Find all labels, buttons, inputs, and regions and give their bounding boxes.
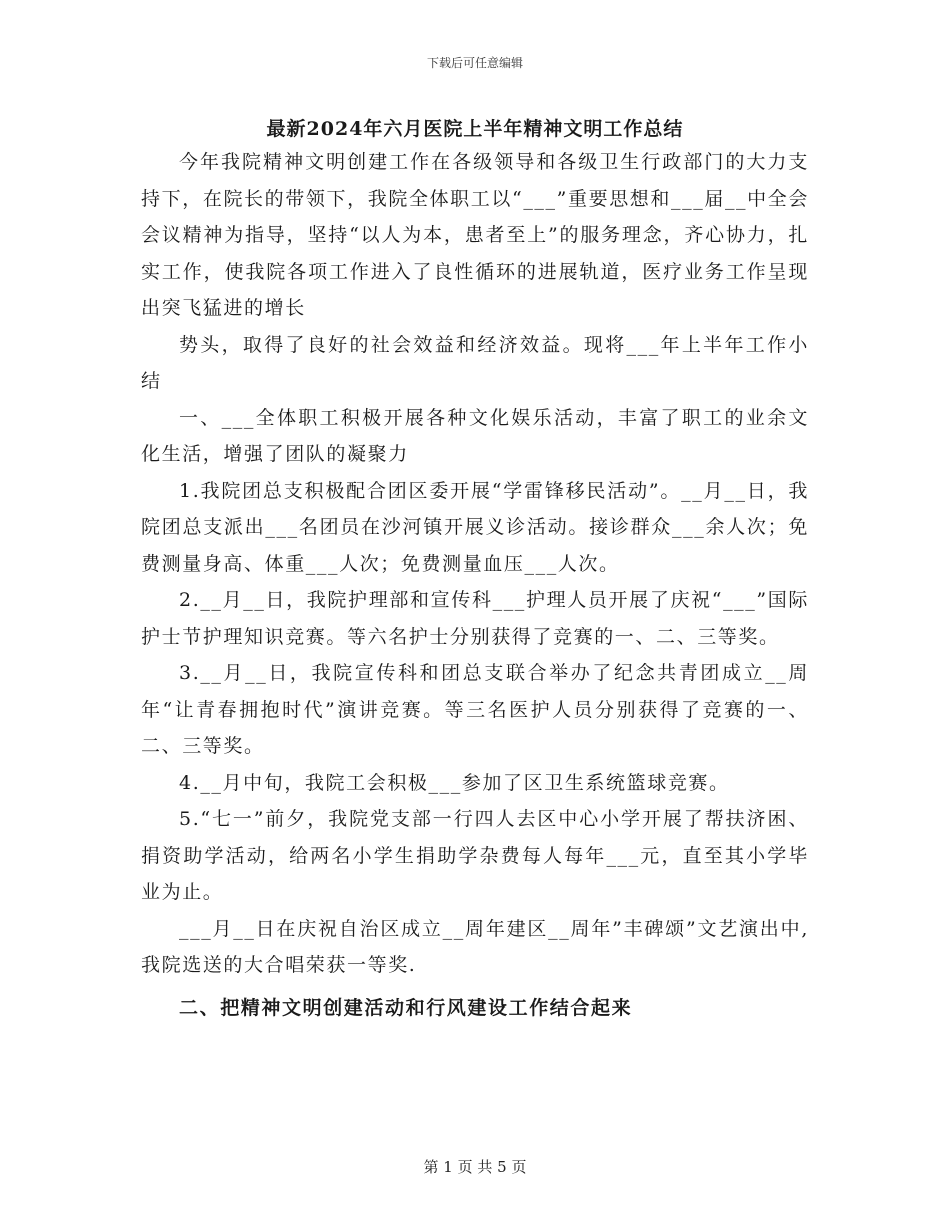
paragraph-intro: 今年我院精神文明创建工作在各级领导和各级卫生行政部门的大力支持下，在院长的带领下，我院全体职工以“___”重要思想和___届__中全会会议精神为指导，坚持“以人为本，患者至上”的服务理念，齐心协力，扎实工作，使我院各项工作进入了良性循环的进展轨道，医疗业务工作呈现出突飞猛进的增长 (141, 151, 809, 319)
document-body (141, 144, 809, 1026)
paragraph-section-one: 一、___全体职工积极开展各种文化娱乐活动，丰富了职工的业余文化生活，增强了团队的凝聚力 (141, 406, 809, 465)
paragraph-item-3: 3.__月__日，我院宣传科和团总支联合举办了纪念共青团成立__周年“让青春拥抱时代”演讲竞赛。等三名医护人员分别获得了竞赛的一、二、三等奖。 (141, 662, 809, 757)
paragraph-item-4: 4.__月中旬，我院工会积极___参加了区卫生系统篮球竞赛。 (179, 771, 730, 794)
header-note: 下载后可任意编辑 (426, 56, 523, 70)
section-heading-two: 二、把精神文明创建活动和行风建设工作结合起来 (179, 996, 633, 1019)
paragraph-summary: 势头，取得了良好的社会效益和经济效益。现将___年上半年工作小结 (141, 333, 809, 392)
paragraph-choir-award: ___月__日在庆祝自治区成立__周年建区__周年”丰碑颂”文艺演出中,我院选送的大合唱荣获一等奖. (141, 917, 809, 976)
page-number: 第 1 页 共 5 页 (423, 1158, 527, 1176)
paragraph-item-5: 5.“七一”前夕，我院党支部一行四人去区中心小学开展了帮扶济困、捐资助学活动，给两名小学生捐助学杂费每人每年___元，直至其小学毕业为止。 (141, 808, 809, 903)
paragraph-item-2: 2.__月__日，我院护理部和宣传科___护理人员开展了庆祝“___”国际护士节护理知识竞赛。等六名护士分别获得了竞赛的一、二、三等奖。 (141, 589, 809, 648)
document-title: 最新2024年六月医院上半年精神文明工作总结 (266, 118, 684, 140)
paragraph-item-1: 1.我院团总支积极配合团区委开展“学雷锋移民活动”。__月__日，我院团总支派出___名团员在沙河镇开展义诊活动。接诊群众___余人次；免费测量身高、体重___人次；免费测量血压___人次。 (141, 479, 809, 575)
